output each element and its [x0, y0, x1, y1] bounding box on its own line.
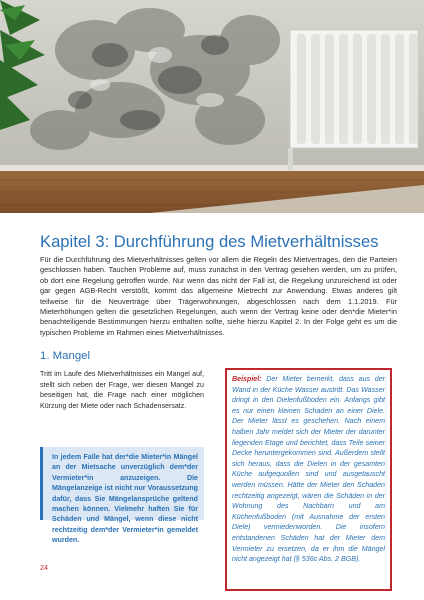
page-number: 24 [40, 563, 48, 572]
info-box [40, 447, 204, 545]
section-body: Tritt im Laufe des Mietverhältnisses ein Mangel auf, stellt sich neben der Frage, wer diesen Mangel zu beseitigen hat, die Frage nach einer möglichen Kürzung der Miete oder nach Schadensersatz. [40, 370, 204, 410]
example-text [232, 374, 385, 565]
example-label: Beispiel: [232, 375, 262, 383]
header-photo [0, 0, 424, 213]
section-title: 1. Mangel [40, 350, 91, 362]
info-box-text: In jedem Falle hat der*die Mieter*in Mängel an der Mietsache unverzüglich dem*der Vermieter*in anzuzeigen. Die Mängelanzeige ist nicht nur Voraussetzung dafür, dass Sie Mängelansprüche geltend machen können. Vielmehr haften Sie für Schäden und Mängel, wenn diese nicht rechtzeitig dem*der Vermieter*in gemeldet wurden. [52, 453, 198, 545]
example-body: Der Mieter bemerkt, dass aus der Wand in der Küche Wasser austritt. Das Wasser dringt in den Dielenfußboden ein. Anfangs gibt es nur einen kleinen Schaden an einer Diele. Der Mieter lässt es geschehen. Nach einem halben Jahr meldet sich der Mieter der darunter liegenden Etage und berichtet, dass Teile seiner Decke heruntergekommen sind. Außerdem stellt sich heraus, dass die Dielen in der gesamten Küche aufgequollen sind und ausgetauscht werden müssen. Hätte der Mieter den Schaden rechtzeitig angezeigt, wären die Schäden in der Wohnung des Nachbarn und am Küchenfußboden (mit Ausnahme der ersten Diele) vermiedenworden. Die insofern entstandenen Schäden hat der Mieter dem Vermieter zu ersetzen, da er ihm die Mängel nicht angezeigt hat (§ 536c Abs. 2 BGB). [232, 375, 385, 564]
photo-mold-wall-radiator-icon [0, 0, 424, 213]
example-box [225, 368, 392, 591]
chapter-title: Kapitel 3: Durchführung des Mietverhältnisses [40, 232, 379, 251]
intro-paragraph: Für die Durchführung des Mietverhältnisses gelten vor allem die Regeln des Mietvertrages, den die Parteien geschlossen haben. Tauchen Probleme auf, muss zunächst in den Vertrag gesehen werden, um zu prüfen, ob dort eine Regelung getroffen wurde. Nur wenn das nicht der Fall ist, die Regelung unzureichend ist oder gar gegen AGB-Recht verstößt, kommt das allgemeine Mietrecht zur Anwendung. Etwas anderes gilt teilweise für die Neuverträge über Trägerwohnungen, abgeschlossen nach dem 1.1.2019. Für Mieterhöhungen gelten die gesetzlichen Regelungen, auch wenn der Vertrag keine oder den*die Mieter*in benachteiligende Bestimmungen hierzu enthalten sollte, siehe hierzu Kapitel 2. In der Folge geht es um die typischen Probleme im Rahmen eines Mietverhältnisses. [40, 255, 397, 337]
